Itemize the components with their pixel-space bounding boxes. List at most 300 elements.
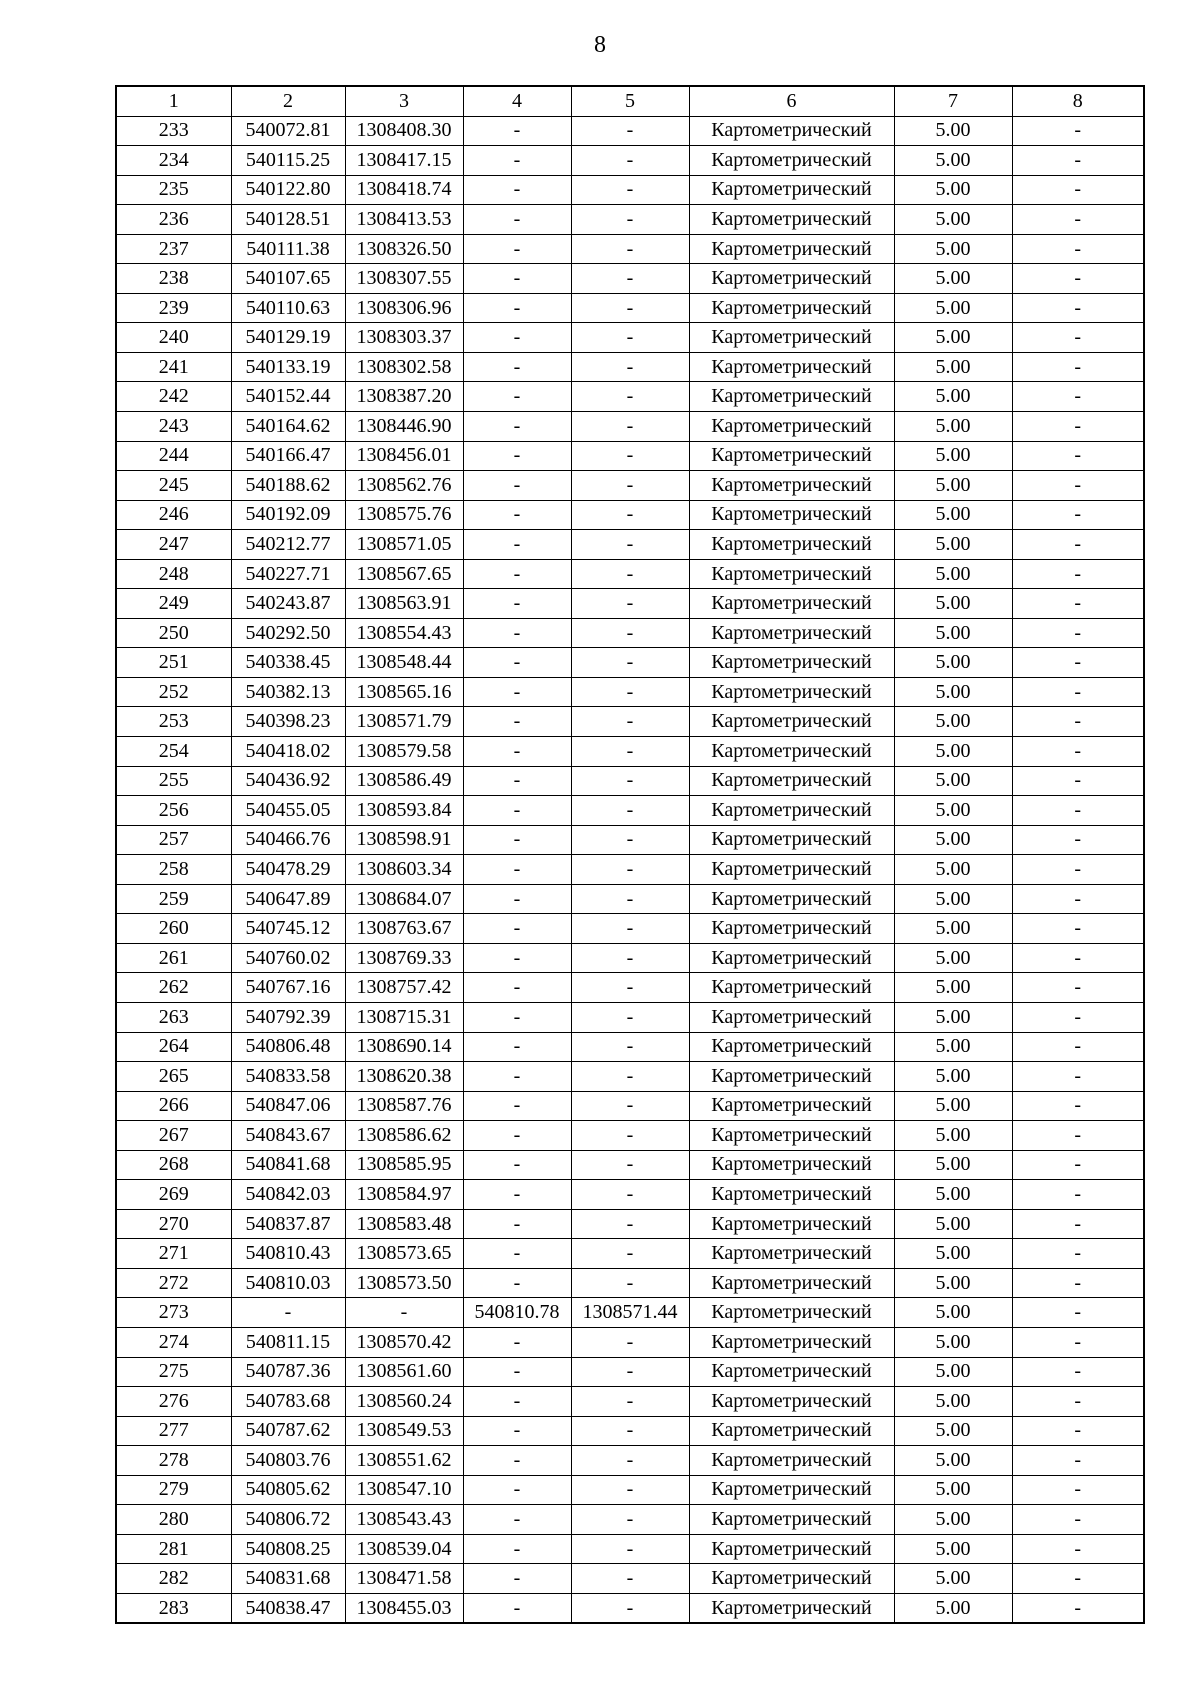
accuracy-cell: 5.00 (894, 796, 1012, 826)
x-alt-coordinate-cell: - (463, 559, 571, 589)
description-cell: - (1012, 766, 1144, 796)
description-cell: - (1012, 1062, 1144, 1092)
x-coordinate-cell: 540843.67 (231, 1121, 345, 1151)
method-cell: Картометрический (689, 766, 894, 796)
method-cell: Картометрический (689, 825, 894, 855)
x-coordinate-cell: 540212.77 (231, 530, 345, 560)
x-alt-coordinate-cell: - (463, 1327, 571, 1357)
y-alt-coordinate-cell: - (571, 1002, 689, 1032)
accuracy-cell: 5.00 (894, 766, 1012, 796)
description-cell: - (1012, 116, 1144, 146)
method-cell: Картометрический (689, 648, 894, 678)
x-coordinate-cell: 540115.25 (231, 146, 345, 176)
accuracy-cell: 5.00 (894, 530, 1012, 560)
x-alt-coordinate-cell: - (463, 1357, 571, 1387)
y-coordinate-cell: 1308547.10 (345, 1475, 463, 1505)
point-number-cell: 275 (116, 1357, 231, 1387)
accuracy-cell: 5.00 (894, 1091, 1012, 1121)
method-cell: Картометрический (689, 205, 894, 235)
y-coordinate-cell: 1308567.65 (345, 559, 463, 589)
table-row (116, 855, 1144, 885)
description-cell: - (1012, 382, 1144, 412)
y-coordinate-cell: 1308418.74 (345, 175, 463, 205)
description-cell: - (1012, 1564, 1144, 1594)
accuracy-cell: 5.00 (894, 589, 1012, 619)
y-alt-coordinate-cell: - (571, 264, 689, 294)
x-coordinate-cell: 540227.71 (231, 559, 345, 589)
method-cell: Картометрический (689, 1002, 894, 1032)
x-coordinate-cell: 540647.89 (231, 884, 345, 914)
point-number-cell: 252 (116, 677, 231, 707)
accuracy-cell: 5.00 (894, 1446, 1012, 1476)
y-coordinate-cell: 1308603.34 (345, 855, 463, 885)
description-cell: - (1012, 530, 1144, 560)
x-alt-coordinate-cell: - (463, 825, 571, 855)
method-cell: Картометрический (689, 441, 894, 471)
accuracy-cell: 5.00 (894, 618, 1012, 648)
y-alt-coordinate-cell: - (571, 441, 689, 471)
y-coordinate-cell: 1308573.50 (345, 1268, 463, 1298)
y-alt-coordinate-cell: - (571, 943, 689, 973)
description-cell: - (1012, 855, 1144, 885)
table-row (116, 707, 1144, 737)
y-coordinate-cell: 1308543.43 (345, 1505, 463, 1535)
x-alt-coordinate-cell: - (463, 1505, 571, 1535)
x-alt-coordinate-cell: - (463, 1091, 571, 1121)
description-cell: - (1012, 441, 1144, 471)
y-coordinate-cell: 1308387.20 (345, 382, 463, 412)
accuracy-cell: 5.00 (894, 1298, 1012, 1328)
table-row (116, 234, 1144, 264)
point-number-cell: 243 (116, 412, 231, 442)
y-alt-coordinate-cell: - (571, 973, 689, 1003)
page-number: 8 (594, 32, 606, 58)
table-row (116, 766, 1144, 796)
accuracy-cell: 5.00 (894, 559, 1012, 589)
y-coordinate-cell: 1308690.14 (345, 1032, 463, 1062)
x-coordinate-cell: 540837.87 (231, 1209, 345, 1239)
description-cell: - (1012, 264, 1144, 294)
y-alt-coordinate-cell: - (571, 1564, 689, 1594)
method-cell: Картометрический (689, 1505, 894, 1535)
accuracy-cell: 5.00 (894, 382, 1012, 412)
y-alt-coordinate-cell: - (571, 1416, 689, 1446)
table-row (116, 1121, 1144, 1151)
method-cell: Картометрический (689, 234, 894, 264)
y-coordinate-cell: 1308413.53 (345, 205, 463, 235)
description-cell: - (1012, 884, 1144, 914)
y-coordinate-cell: 1308455.03 (345, 1593, 463, 1623)
accuracy-cell: 5.00 (894, 943, 1012, 973)
table-row (116, 1505, 1144, 1535)
method-cell: Картометрический (689, 1121, 894, 1151)
y-coordinate-cell: 1308584.97 (345, 1180, 463, 1210)
table-row (116, 884, 1144, 914)
y-alt-coordinate-cell: - (571, 766, 689, 796)
method-cell: Картометрический (689, 618, 894, 648)
table-row (116, 1564, 1144, 1594)
y-coordinate-cell: 1308593.84 (345, 796, 463, 826)
table-row (116, 146, 1144, 176)
y-alt-coordinate-cell: - (571, 412, 689, 442)
table-row (116, 1002, 1144, 1032)
x-alt-coordinate-cell: - (463, 441, 571, 471)
method-cell: Картометрический (689, 707, 894, 737)
y-alt-coordinate-cell: - (571, 1327, 689, 1357)
x-alt-coordinate-cell: - (463, 1150, 571, 1180)
point-number-cell: 282 (116, 1564, 231, 1594)
method-cell: Картометрический (689, 1534, 894, 1564)
point-number-cell: 245 (116, 471, 231, 501)
x-alt-coordinate-cell: - (463, 205, 571, 235)
point-number-cell: 255 (116, 766, 231, 796)
x-coordinate-cell: 540436.92 (231, 766, 345, 796)
y-alt-coordinate-cell: - (571, 1534, 689, 1564)
point-number-cell: 278 (116, 1446, 231, 1476)
y-coordinate-cell: 1308408.30 (345, 116, 463, 146)
x-alt-coordinate-cell: - (463, 1209, 571, 1239)
x-alt-coordinate-cell: - (463, 618, 571, 648)
y-alt-coordinate-cell: - (571, 707, 689, 737)
accuracy-cell: 5.00 (894, 648, 1012, 678)
y-coordinate-cell: 1308586.49 (345, 766, 463, 796)
y-alt-coordinate-cell: - (571, 1032, 689, 1062)
x-alt-coordinate-cell: - (463, 1593, 571, 1623)
description-cell: - (1012, 234, 1144, 264)
y-coordinate-cell: 1308302.58 (345, 352, 463, 382)
description-cell: - (1012, 1534, 1144, 1564)
description-cell: - (1012, 1505, 1144, 1535)
y-alt-coordinate-cell: - (571, 234, 689, 264)
accuracy-cell: 5.00 (894, 1534, 1012, 1564)
x-coordinate-cell: 540188.62 (231, 471, 345, 501)
y-alt-coordinate-cell: - (571, 175, 689, 205)
x-coordinate-cell: 540847.06 (231, 1091, 345, 1121)
x-alt-coordinate-cell: - (463, 884, 571, 914)
method-cell: Картометрический (689, 943, 894, 973)
y-coordinate-cell: 1308587.76 (345, 1091, 463, 1121)
point-number-cell: 250 (116, 618, 231, 648)
method-cell: Картометрический (689, 1387, 894, 1417)
y-coordinate-cell: 1308561.60 (345, 1357, 463, 1387)
y-alt-coordinate-cell: - (571, 1446, 689, 1476)
y-alt-coordinate-cell: - (571, 648, 689, 678)
description-cell: - (1012, 1209, 1144, 1239)
table-row (116, 1416, 1144, 1446)
table-row (116, 1032, 1144, 1062)
accuracy-cell: 5.00 (894, 1268, 1012, 1298)
description-cell: - (1012, 1387, 1144, 1417)
point-number-cell: 254 (116, 737, 231, 767)
table-row (116, 1268, 1144, 1298)
method-cell: Картометрический (689, 589, 894, 619)
x-coordinate-cell: 540111.38 (231, 234, 345, 264)
y-alt-coordinate-cell: - (571, 530, 689, 560)
y-coordinate-cell: 1308769.33 (345, 943, 463, 973)
table-row (116, 737, 1144, 767)
y-alt-coordinate-cell: - (571, 825, 689, 855)
x-coordinate-cell: 540192.09 (231, 500, 345, 530)
point-number-cell: 234 (116, 146, 231, 176)
y-alt-coordinate-cell: - (571, 618, 689, 648)
x-coordinate-cell: 540760.02 (231, 943, 345, 973)
x-alt-coordinate-cell: - (463, 293, 571, 323)
table-row (116, 1180, 1144, 1210)
x-alt-coordinate-cell: - (463, 1032, 571, 1062)
point-number-cell: 256 (116, 796, 231, 826)
x-alt-coordinate-cell: - (463, 175, 571, 205)
x-coordinate-cell: 540110.63 (231, 293, 345, 323)
column-header: 4 (463, 86, 571, 116)
point-number-cell: 283 (116, 1593, 231, 1623)
table-row (116, 1209, 1144, 1239)
method-cell: Картометрический (689, 559, 894, 589)
x-alt-coordinate-cell: - (463, 146, 571, 176)
y-coordinate-cell: 1308471.58 (345, 1564, 463, 1594)
x-coordinate-cell: 540129.19 (231, 323, 345, 353)
description-cell: - (1012, 943, 1144, 973)
point-number-cell: 241 (116, 352, 231, 382)
method-cell: Картометрический (689, 677, 894, 707)
x-alt-coordinate-cell: - (463, 707, 571, 737)
description-cell: - (1012, 648, 1144, 678)
x-alt-coordinate-cell: - (463, 234, 571, 264)
method-cell: Картометрический (689, 1268, 894, 1298)
method-cell: Картометрический (689, 323, 894, 353)
table-row (116, 1475, 1144, 1505)
x-coordinate-cell: 540107.65 (231, 264, 345, 294)
y-alt-coordinate-cell: - (571, 471, 689, 501)
table-row (116, 175, 1144, 205)
x-coordinate-cell: 540806.48 (231, 1032, 345, 1062)
x-coordinate-cell: 540841.68 (231, 1150, 345, 1180)
table-row (116, 1593, 1144, 1623)
x-alt-coordinate-cell: - (463, 116, 571, 146)
point-number-cell: 248 (116, 559, 231, 589)
x-alt-coordinate-cell: - (463, 737, 571, 767)
accuracy-cell: 5.00 (894, 1239, 1012, 1269)
point-number-cell: 237 (116, 234, 231, 264)
x-coordinate-cell: 540810.03 (231, 1268, 345, 1298)
x-coordinate-cell: 540806.72 (231, 1505, 345, 1535)
point-number-cell: 233 (116, 116, 231, 146)
table-row (116, 914, 1144, 944)
table-row (116, 825, 1144, 855)
description-cell: - (1012, 1416, 1144, 1446)
method-cell: Картометрический (689, 737, 894, 767)
x-coordinate-cell: 540478.29 (231, 855, 345, 885)
description-cell: - (1012, 471, 1144, 501)
accuracy-cell: 5.00 (894, 1564, 1012, 1594)
description-cell: - (1012, 1593, 1144, 1623)
accuracy-cell: 5.00 (894, 825, 1012, 855)
method-cell: Картометрический (689, 382, 894, 412)
x-alt-coordinate-cell: - (463, 382, 571, 412)
y-coordinate-cell: 1308684.07 (345, 884, 463, 914)
description-cell: - (1012, 1327, 1144, 1357)
y-coordinate-cell: 1308307.55 (345, 264, 463, 294)
method-cell: Картометрический (689, 1150, 894, 1180)
x-alt-coordinate-cell: - (463, 530, 571, 560)
y-coordinate-cell: 1308757.42 (345, 973, 463, 1003)
column-header: 8 (1012, 86, 1144, 116)
y-coordinate-cell: 1308549.53 (345, 1416, 463, 1446)
description-cell: - (1012, 618, 1144, 648)
x-alt-coordinate-cell: - (463, 943, 571, 973)
accuracy-cell: 5.00 (894, 1062, 1012, 1092)
y-coordinate-cell: 1308579.58 (345, 737, 463, 767)
x-coordinate-cell: 540382.13 (231, 677, 345, 707)
method-cell: Картометрический (689, 884, 894, 914)
point-number-cell: 274 (116, 1327, 231, 1357)
y-alt-coordinate-cell: - (571, 1209, 689, 1239)
description-cell: - (1012, 973, 1144, 1003)
method-cell: Картометрический (689, 855, 894, 885)
accuracy-cell: 5.00 (894, 1150, 1012, 1180)
point-number-cell: 258 (116, 855, 231, 885)
method-cell: Картометрический (689, 264, 894, 294)
description-cell: - (1012, 412, 1144, 442)
point-number-cell: 280 (116, 1505, 231, 1535)
x-alt-coordinate-cell: - (463, 1446, 571, 1476)
y-alt-coordinate-cell: - (571, 1357, 689, 1387)
y-alt-coordinate-cell: - (571, 1091, 689, 1121)
x-coordinate-cell: 540811.15 (231, 1327, 345, 1357)
point-number-cell: 271 (116, 1239, 231, 1269)
y-coordinate-cell: 1308560.24 (345, 1387, 463, 1417)
point-number-cell: 240 (116, 323, 231, 353)
y-coordinate-cell: 1308446.90 (345, 412, 463, 442)
y-coordinate-cell: 1308562.76 (345, 471, 463, 501)
table-row (116, 264, 1144, 294)
point-number-cell: 272 (116, 1268, 231, 1298)
y-coordinate-cell: 1308715.31 (345, 1002, 463, 1032)
x-alt-coordinate-cell: - (463, 1416, 571, 1446)
table-row (116, 441, 1144, 471)
table-row (116, 1327, 1144, 1357)
point-number-cell: 267 (116, 1121, 231, 1151)
x-coordinate-cell: 540122.80 (231, 175, 345, 205)
description-cell: - (1012, 146, 1144, 176)
x-alt-coordinate-cell: - (463, 1534, 571, 1564)
table-row (116, 1150, 1144, 1180)
table-row (116, 530, 1144, 560)
description-cell: - (1012, 1357, 1144, 1387)
point-number-cell: 273 (116, 1298, 231, 1328)
y-alt-coordinate-cell: - (571, 677, 689, 707)
y-coordinate-cell: 1308570.42 (345, 1327, 463, 1357)
x-alt-coordinate-cell: - (463, 677, 571, 707)
column-header: 3 (345, 86, 463, 116)
y-coordinate-cell: 1308583.48 (345, 1209, 463, 1239)
method-cell: Картометрический (689, 1062, 894, 1092)
x-coordinate-cell: 540745.12 (231, 914, 345, 944)
method-cell: Картометрический (689, 471, 894, 501)
x-coordinate-cell: 540243.87 (231, 589, 345, 619)
y-alt-coordinate-cell: - (571, 1387, 689, 1417)
point-number-cell: 262 (116, 973, 231, 1003)
x-coordinate-cell: 540164.62 (231, 412, 345, 442)
table-body (116, 116, 1144, 1623)
x-coordinate-cell: 540831.68 (231, 1564, 345, 1594)
accuracy-cell: 5.00 (894, 914, 1012, 944)
y-alt-coordinate-cell: - (571, 146, 689, 176)
description-cell: - (1012, 914, 1144, 944)
y-coordinate-cell: 1308551.62 (345, 1446, 463, 1476)
table-row (116, 796, 1144, 826)
point-number-cell: 265 (116, 1062, 231, 1092)
method-cell: Картометрический (689, 1475, 894, 1505)
x-coordinate-cell: 540292.50 (231, 618, 345, 648)
table-row (116, 471, 1144, 501)
accuracy-cell: 5.00 (894, 441, 1012, 471)
description-cell: - (1012, 1002, 1144, 1032)
accuracy-cell: 5.00 (894, 1387, 1012, 1417)
y-coordinate-cell: 1308598.91 (345, 825, 463, 855)
method-cell: Картометрический (689, 1180, 894, 1210)
method-cell: Картометрический (689, 1416, 894, 1446)
description-cell: - (1012, 293, 1144, 323)
accuracy-cell: 5.00 (894, 1002, 1012, 1032)
table-row (116, 973, 1144, 1003)
x-alt-coordinate-cell: - (463, 914, 571, 944)
description-cell: - (1012, 205, 1144, 235)
accuracy-cell: 5.00 (894, 205, 1012, 235)
y-coordinate-cell: 1308303.37 (345, 323, 463, 353)
column-header: 6 (689, 86, 894, 116)
method-cell: Картометрический (689, 973, 894, 1003)
y-coordinate-cell: - (345, 1298, 463, 1328)
method-cell: Картометрический (689, 146, 894, 176)
accuracy-cell: 5.00 (894, 352, 1012, 382)
y-alt-coordinate-cell: - (571, 796, 689, 826)
x-coordinate-cell: 540805.62 (231, 1475, 345, 1505)
x-coordinate-cell: 540418.02 (231, 737, 345, 767)
method-cell: Картометрический (689, 530, 894, 560)
description-cell: - (1012, 1239, 1144, 1269)
accuracy-cell: 5.00 (894, 884, 1012, 914)
x-coordinate-cell: 540152.44 (231, 382, 345, 412)
x-alt-coordinate-cell: - (463, 766, 571, 796)
point-number-cell: 239 (116, 293, 231, 323)
x-coordinate-cell: 540838.47 (231, 1593, 345, 1623)
table-row (116, 1446, 1144, 1476)
description-cell: - (1012, 1032, 1144, 1062)
x-alt-coordinate-cell: - (463, 1180, 571, 1210)
description-cell: - (1012, 1091, 1144, 1121)
x-coordinate-cell: 540455.05 (231, 796, 345, 826)
y-coordinate-cell: 1308571.05 (345, 530, 463, 560)
y-alt-coordinate-cell: - (571, 205, 689, 235)
point-number-cell: 257 (116, 825, 231, 855)
table-row (116, 1091, 1144, 1121)
x-coordinate-cell: 540792.39 (231, 1002, 345, 1032)
accuracy-cell: 5.00 (894, 1032, 1012, 1062)
x-coordinate-cell: - (231, 1298, 345, 1328)
method-cell: Картометрический (689, 1091, 894, 1121)
x-coordinate-cell: 540783.68 (231, 1387, 345, 1417)
point-number-cell: 242 (116, 382, 231, 412)
accuracy-cell: 5.00 (894, 234, 1012, 264)
accuracy-cell: 5.00 (894, 1505, 1012, 1535)
description-cell: - (1012, 352, 1144, 382)
table-row (116, 1387, 1144, 1417)
point-number-cell: 238 (116, 264, 231, 294)
x-coordinate-cell: 540398.23 (231, 707, 345, 737)
table-row (116, 293, 1144, 323)
method-cell: Картометрический (689, 1239, 894, 1269)
y-coordinate-cell: 1308306.96 (345, 293, 463, 323)
